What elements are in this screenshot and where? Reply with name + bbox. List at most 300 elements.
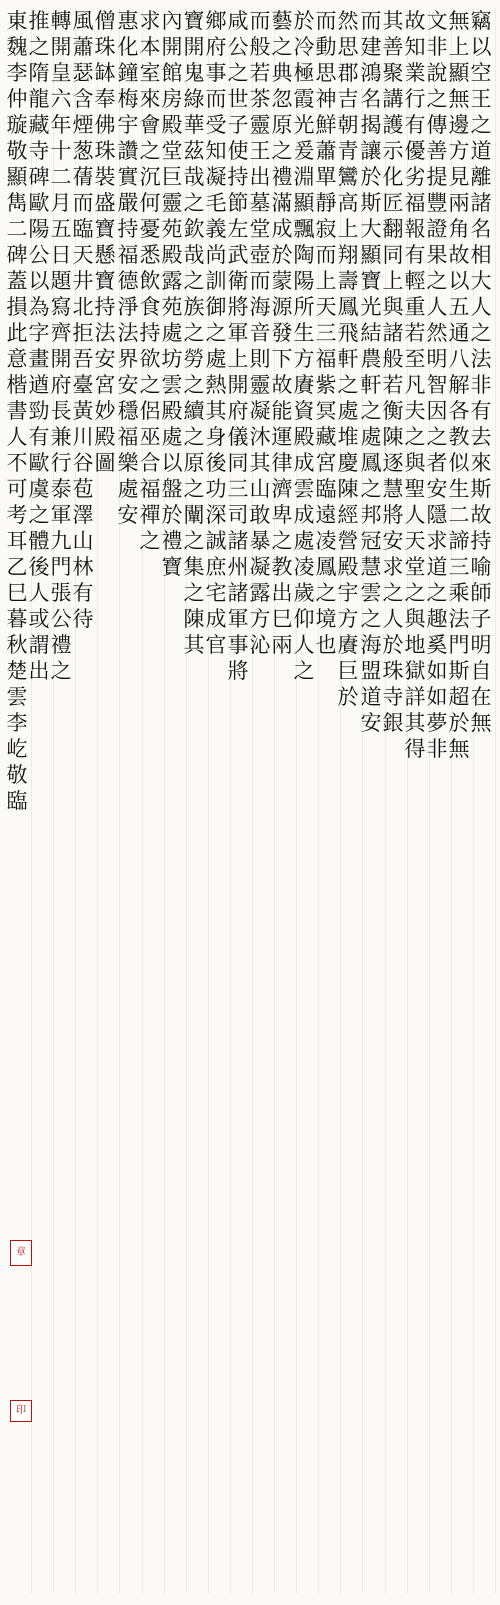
char: 於	[382, 633, 404, 657]
char: 寶	[94, 217, 116, 241]
char: 黃	[72, 399, 94, 423]
char: 陳	[382, 425, 404, 449]
char: 暮	[6, 607, 28, 631]
char: 求	[382, 555, 404, 579]
char: 人	[28, 581, 50, 605]
char: 出	[28, 659, 50, 683]
char: 翔	[337, 243, 359, 267]
char: 待	[72, 607, 94, 631]
char: 開	[183, 35, 205, 59]
char: 屹	[6, 737, 28, 761]
char: 其	[404, 711, 426, 735]
char: 凌	[315, 529, 337, 553]
char: 書	[6, 399, 28, 423]
char: 奚	[426, 633, 448, 657]
char: 題	[50, 269, 72, 293]
char: 蓋	[6, 269, 28, 293]
char: 苑	[161, 217, 183, 241]
char: 井	[72, 269, 94, 293]
char: 遒	[28, 373, 50, 397]
char: 楚	[6, 659, 28, 683]
char: 畫	[28, 347, 50, 371]
char: 然	[337, 9, 359, 33]
char: 室	[139, 61, 161, 85]
char: 般	[382, 347, 404, 371]
char: 澤	[72, 503, 94, 527]
char: 得	[404, 737, 426, 761]
char: 凝	[205, 165, 227, 189]
char: 北	[72, 295, 94, 319]
char: 輕	[404, 269, 426, 293]
char: 非	[426, 737, 448, 761]
char: 福	[117, 243, 139, 267]
char: 處	[293, 529, 315, 553]
char: 受	[205, 113, 227, 137]
char: 知	[205, 139, 227, 163]
char: 詳	[404, 685, 426, 709]
char: 之	[139, 373, 161, 397]
char: 法	[94, 321, 116, 345]
char: 仲	[6, 87, 28, 111]
char: 楷	[6, 373, 28, 397]
char: 之	[183, 269, 205, 293]
char: 雲	[161, 373, 183, 397]
char: 成	[293, 451, 315, 475]
char: 處	[205, 347, 227, 371]
char: 天	[72, 243, 94, 267]
char: 喻	[470, 555, 492, 579]
char: 自	[470, 659, 492, 683]
char: 禪	[139, 503, 161, 527]
char: 壺	[249, 243, 271, 267]
char: 之	[293, 659, 315, 683]
char: 或	[28, 607, 50, 631]
char: 豐	[426, 191, 448, 215]
char: 通	[448, 321, 470, 345]
char: 人	[404, 503, 426, 527]
char: 上	[448, 35, 470, 59]
char: 濟	[271, 477, 293, 501]
char: 沁	[249, 633, 271, 657]
char: 藏	[315, 425, 337, 449]
char: 空	[470, 61, 492, 85]
char: 王	[470, 87, 492, 111]
char: 處	[117, 477, 139, 501]
char: 事	[205, 61, 227, 85]
char: 巨	[161, 165, 183, 189]
char: 八	[448, 347, 470, 371]
char: 成	[205, 607, 227, 631]
char: 意	[6, 347, 28, 371]
char: 地	[404, 633, 426, 657]
char: 露	[249, 581, 271, 605]
char: 顯	[360, 243, 382, 267]
char: 堂	[249, 217, 271, 241]
char: 講	[382, 87, 404, 111]
char: 隱	[426, 503, 448, 527]
char: 冷	[293, 35, 315, 59]
char: 賡	[337, 633, 359, 657]
char: 成	[293, 503, 315, 527]
char: 能	[271, 399, 293, 423]
char: 寫	[50, 295, 72, 319]
char: 之	[28, 503, 50, 527]
char: 暴	[249, 529, 271, 553]
char: 其	[183, 633, 205, 657]
char: 之	[382, 581, 404, 605]
char: 凝	[249, 399, 271, 423]
char: 李	[6, 711, 28, 735]
char: 冥	[315, 399, 337, 423]
char: 慧	[382, 477, 404, 501]
char: 茲	[183, 139, 205, 163]
char: 敢	[249, 503, 271, 527]
char: 之	[271, 35, 293, 59]
char: 於	[337, 685, 359, 709]
char: 損	[6, 295, 28, 319]
char: 知	[404, 35, 426, 59]
char: 於	[271, 243, 293, 267]
char: 之	[139, 139, 161, 163]
char: 其	[249, 451, 271, 475]
char: 持	[227, 165, 249, 189]
char: 明	[426, 347, 448, 371]
char: 禮	[271, 165, 293, 189]
char: 來	[139, 87, 161, 111]
char: 營	[337, 529, 359, 553]
char: 道	[426, 555, 448, 579]
text-column	[3, 8, 31, 1593]
char: 之	[183, 581, 205, 605]
char: 歐	[28, 191, 50, 215]
char: 顯	[448, 61, 470, 85]
char: 蕭	[72, 35, 94, 59]
char: 開	[161, 35, 183, 59]
char: 梅	[117, 87, 139, 111]
char: 然	[426, 321, 448, 345]
char: 十	[50, 139, 72, 163]
char: 夢	[426, 711, 448, 735]
char: 公	[227, 35, 249, 59]
char: 月	[50, 191, 72, 215]
char: 殿	[337, 555, 359, 579]
char: 三	[227, 477, 249, 501]
char: 提	[426, 165, 448, 189]
char: 齊	[50, 321, 72, 345]
char: 忽	[271, 87, 293, 111]
char: 府	[50, 373, 72, 397]
char: 運	[271, 425, 293, 449]
char: 陳	[337, 477, 359, 501]
char: 人	[382, 607, 404, 631]
char: 侶	[139, 399, 161, 423]
char: 邊	[448, 113, 470, 137]
char: 斯	[470, 477, 492, 501]
char: 二	[6, 217, 28, 241]
char: 乘	[448, 581, 470, 605]
char: 州	[227, 555, 249, 579]
char: 之	[404, 425, 426, 449]
char: 資	[293, 399, 315, 423]
char: 之	[271, 139, 293, 163]
char: 軒	[337, 347, 359, 371]
char: 故	[271, 373, 293, 397]
char: 大	[360, 217, 382, 241]
char: 司	[227, 503, 249, 527]
char: 之	[360, 607, 382, 631]
char: 淨	[117, 295, 139, 319]
char: 毛	[205, 191, 227, 215]
char: 子	[470, 607, 492, 631]
char: 法	[448, 607, 470, 631]
char: 之	[50, 659, 72, 683]
char: 善	[426, 139, 448, 163]
char: 若	[404, 321, 426, 345]
char: 之	[404, 581, 426, 605]
char: 所	[293, 295, 315, 319]
char: 節	[227, 191, 249, 215]
char: 鸞	[337, 165, 359, 189]
char: 相	[470, 243, 492, 267]
char: 武	[227, 243, 249, 267]
char: 鬼	[183, 61, 205, 85]
char: 於	[161, 503, 183, 527]
char: 宅	[205, 581, 227, 605]
char: 般	[249, 35, 271, 59]
char: 人	[293, 633, 315, 657]
char: 鳳	[337, 295, 359, 319]
char: 兩	[448, 191, 470, 215]
char: 律	[271, 451, 293, 475]
char: 鮮	[315, 113, 337, 137]
char: 秋	[6, 633, 28, 657]
char: 果	[426, 243, 448, 267]
char: 傳	[426, 113, 448, 137]
char: 五	[50, 217, 72, 241]
char: 明	[470, 633, 492, 657]
char: 煙	[72, 113, 94, 137]
char: 裝	[94, 165, 116, 189]
char: 之	[28, 35, 50, 59]
char: 行	[404, 87, 426, 111]
char: 臨	[6, 789, 28, 813]
char: 至	[404, 347, 426, 371]
char: 陶	[293, 243, 315, 267]
char: 三	[448, 555, 470, 579]
char: 巳	[271, 607, 293, 631]
char: 之	[183, 529, 205, 553]
char: 安	[117, 503, 139, 527]
char: 會	[139, 113, 161, 137]
char: 上	[337, 217, 359, 241]
char: 軍	[50, 503, 72, 527]
char: 讚	[117, 139, 139, 163]
char: 寂	[315, 217, 337, 241]
char: 師	[470, 581, 492, 605]
char: 教	[271, 555, 293, 579]
char: 臺	[72, 373, 94, 397]
char: 揭	[360, 113, 382, 137]
char: 含	[72, 87, 94, 111]
char: 安	[94, 347, 116, 371]
char: 壽	[337, 269, 359, 293]
char: 之	[426, 87, 448, 111]
char: 之	[183, 477, 205, 501]
text-columns	[6, 8, 492, 1593]
char: 賡	[293, 373, 315, 397]
char: 勞	[183, 347, 205, 371]
char: 滿	[271, 191, 293, 215]
char: 法	[117, 321, 139, 345]
char: 茶	[249, 87, 271, 111]
char: 拒	[72, 321, 94, 345]
char: 與	[382, 295, 404, 319]
char: 斯	[360, 191, 382, 215]
char: 處	[161, 321, 183, 345]
char: 典	[271, 61, 293, 85]
char: 飛	[337, 321, 359, 345]
char: 海	[360, 633, 382, 657]
char: 以	[28, 269, 50, 293]
char: 之	[205, 321, 227, 345]
char: 郡	[337, 61, 359, 85]
char: 示	[382, 139, 404, 163]
char: 盛	[94, 191, 116, 215]
char: 來	[470, 451, 492, 475]
char: 字	[28, 321, 50, 345]
char: 有	[72, 581, 94, 605]
char: 持	[94, 295, 116, 319]
char: 無	[448, 87, 470, 111]
char: 尚	[205, 243, 227, 267]
char: 林	[72, 555, 94, 579]
char: 持	[139, 321, 161, 345]
char: 兼	[50, 425, 72, 449]
char: 三	[315, 321, 337, 345]
char: 六	[50, 87, 72, 111]
char: 儀	[227, 425, 249, 449]
char: 何	[139, 191, 161, 215]
char: 無	[470, 711, 492, 735]
char: 宇	[337, 581, 359, 605]
char: 雲	[360, 581, 382, 605]
char: 上	[315, 269, 337, 293]
char: 殿	[161, 243, 183, 267]
char: 音	[249, 321, 271, 345]
char: 之	[139, 529, 161, 553]
char: 寶	[94, 269, 116, 293]
char: 之	[470, 321, 492, 345]
char: 巳	[6, 581, 28, 605]
char: 於	[360, 165, 382, 189]
char: 盤	[161, 477, 183, 501]
char: 蒙	[271, 269, 293, 293]
char: 行	[50, 451, 72, 475]
char: 斯	[448, 659, 470, 683]
char: 求	[426, 529, 448, 553]
char: 鄉	[205, 9, 227, 33]
char: 魏	[6, 35, 28, 59]
char: 咸	[227, 9, 249, 33]
char: 蒨	[72, 165, 94, 189]
char: 劣	[404, 165, 426, 189]
char: 者	[426, 451, 448, 475]
char: 慶	[337, 451, 359, 475]
char: 世	[227, 87, 249, 111]
char: 敬	[6, 763, 28, 787]
char: 哉	[183, 243, 205, 267]
char: 法	[470, 347, 492, 371]
char: 故	[470, 503, 492, 527]
char: 求	[139, 9, 161, 33]
char: 無	[448, 9, 470, 33]
char: 璇	[6, 113, 28, 137]
char: 鐘	[117, 61, 139, 85]
char: 持	[470, 529, 492, 553]
char: 動	[315, 35, 337, 59]
char: 張	[50, 581, 72, 605]
char: 諸	[227, 581, 249, 605]
char: 官	[205, 633, 227, 657]
char: 珠	[94, 35, 116, 59]
char: 福	[117, 425, 139, 449]
char: 說	[426, 61, 448, 85]
char: 顯	[293, 191, 315, 215]
char: 如	[426, 685, 448, 709]
char: 實	[117, 165, 139, 189]
char: 闡	[183, 503, 205, 527]
char: 方	[293, 347, 315, 371]
char: 體	[28, 529, 50, 553]
char: 懸	[94, 243, 116, 267]
char: 飲	[139, 269, 161, 293]
char: 欲	[139, 347, 161, 371]
char: 非	[426, 35, 448, 59]
char: 其	[205, 399, 227, 423]
char: 諸	[227, 529, 249, 553]
char: 公	[28, 243, 50, 267]
char: 若	[382, 373, 404, 397]
char: 靜	[315, 191, 337, 215]
char: 使	[227, 139, 249, 163]
char: 思	[337, 35, 359, 59]
char: 道	[470, 139, 492, 163]
char: 而	[205, 87, 227, 111]
char: 碑	[28, 165, 50, 189]
char: 優	[404, 139, 426, 163]
char: 與	[404, 451, 426, 475]
char: 爰	[293, 139, 315, 163]
char: 有	[470, 399, 492, 423]
char: 巨	[337, 659, 359, 683]
char: 寶	[161, 555, 183, 579]
char: 公	[50, 607, 72, 631]
char: 處	[337, 399, 359, 423]
char: 讓	[360, 139, 382, 163]
char: 人	[426, 295, 448, 319]
char: 靈	[249, 373, 271, 397]
char: 霞	[293, 87, 315, 111]
char: 開	[227, 373, 249, 397]
char: 安	[426, 477, 448, 501]
char: 故	[448, 243, 470, 267]
char: 仰	[293, 607, 315, 631]
char: 苞	[72, 477, 94, 501]
char: 德	[117, 269, 139, 293]
char: 龍	[28, 87, 50, 111]
char: 皇	[50, 61, 72, 85]
char: 軍	[227, 607, 249, 631]
